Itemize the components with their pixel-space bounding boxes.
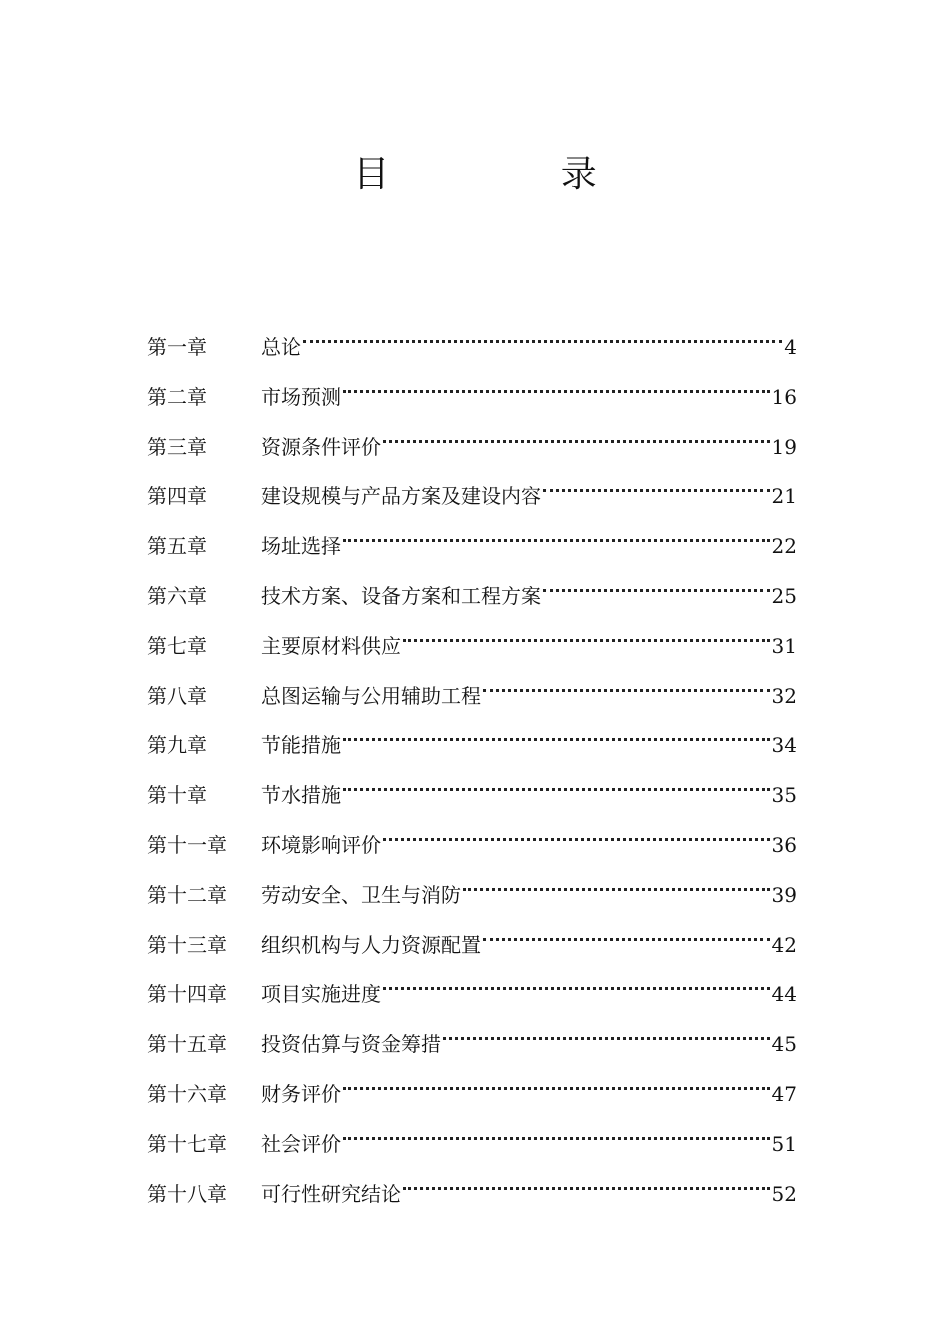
toc-entry[interactable] (147, 1111, 797, 1161)
dot-leader (343, 712, 770, 752)
page-number: 21 (771, 484, 797, 509)
page-number: 52 (771, 1181, 797, 1206)
toc-entry[interactable] (147, 364, 797, 414)
chapter-number: 第十六章 (147, 1081, 227, 1106)
chapter-title: 建设规模与产品方案及建设内容 (261, 484, 541, 509)
page-number: 34 (771, 733, 797, 758)
chapter-title: 劳动安全、卫生与消防 (261, 882, 461, 907)
chapter-title: 项目实施进度 (261, 982, 381, 1007)
chapter-number: 第二章 (147, 384, 207, 409)
toc-entry[interactable] (147, 513, 797, 563)
toc-entry[interactable] (147, 812, 797, 862)
page-number: 31 (771, 633, 797, 658)
chapter-number: 第四章 (147, 484, 207, 509)
page-number: 35 (771, 783, 797, 808)
toc-entry[interactable] (147, 762, 797, 812)
chapter-number: 第七章 (147, 633, 207, 658)
chapter-number: 第十五章 (147, 1032, 227, 1057)
dot-leader (303, 314, 782, 354)
page-number: 25 (771, 583, 797, 608)
chapter-title: 资源条件评价 (261, 434, 381, 459)
chapter-number: 第十二章 (147, 882, 227, 907)
chapter-number: 第六章 (147, 583, 207, 608)
toc-entry[interactable] (147, 613, 797, 663)
chapter-title: 组织机构与人力资源配置 (261, 932, 481, 957)
chapter-title: 财务评价 (261, 1081, 341, 1106)
toc-entry[interactable] (147, 663, 797, 713)
page-number: 51 (771, 1131, 797, 1156)
page-number: 4 (784, 335, 797, 359)
chapter-title: 技术方案、设备方案和工程方案 (261, 583, 541, 608)
chapter-number: 第八章 (147, 683, 207, 708)
dot-leader (543, 563, 770, 603)
chapter-number: 第十四章 (147, 982, 227, 1007)
chapter-title: 主要原材料供应 (261, 633, 401, 658)
dot-leader (383, 961, 770, 1001)
chapter-number: 第十七章 (147, 1131, 227, 1156)
chapter-number: 第五章 (147, 534, 207, 559)
table-of-contents (147, 314, 797, 1210)
chapter-title: 节能措施 (261, 733, 341, 758)
chapter-number: 第一章 (147, 335, 207, 359)
dot-leader (403, 613, 770, 653)
page-title: 目 录 (353, 154, 677, 195)
chapter-title: 节水措施 (261, 783, 341, 808)
page-number: 39 (771, 882, 797, 907)
chapter-number: 第十一章 (147, 832, 227, 857)
chapter-number: 第十章 (147, 783, 207, 808)
toc-entry[interactable] (147, 862, 797, 912)
page-number: 47 (771, 1081, 797, 1106)
chapter-title: 环境影响评价 (261, 832, 381, 857)
page-number: 16 (771, 384, 797, 409)
chapter-number: 第三章 (147, 434, 207, 459)
dot-leader (543, 463, 770, 503)
toc-entry[interactable] (147, 463, 797, 513)
dot-leader (483, 663, 770, 703)
dot-leader (343, 1111, 770, 1151)
chapter-title: 投资估算与资金筹措 (261, 1032, 441, 1057)
page-number: 19 (771, 434, 797, 459)
page-number: 32 (771, 683, 797, 708)
page-number: 22 (771, 534, 797, 559)
page-number: 45 (771, 1032, 797, 1057)
chapter-title: 总论 (261, 335, 301, 359)
dot-leader (403, 1161, 770, 1201)
chapter-title: 社会评价 (261, 1131, 341, 1156)
toc-entry[interactable] (147, 712, 797, 762)
toc-entry[interactable] (147, 912, 797, 962)
dot-leader (383, 812, 770, 852)
chapter-title: 市场预测 (261, 384, 341, 409)
page-number: 42 (771, 932, 797, 957)
chapter-number: 第十八章 (147, 1181, 227, 1206)
dot-leader (483, 912, 770, 952)
toc-entry[interactable] (147, 563, 797, 613)
toc-entry[interactable] (147, 1061, 797, 1111)
dot-leader (383, 414, 770, 454)
dot-leader (343, 364, 770, 404)
chapter-number: 第九章 (147, 733, 207, 758)
chapter-title: 总图运输与公用辅助工程 (261, 683, 481, 708)
chapter-number: 第十三章 (147, 932, 227, 957)
toc-entry[interactable] (147, 414, 797, 464)
page-number: 36 (771, 832, 797, 857)
dot-leader (443, 1011, 770, 1051)
chapter-title: 场址选择 (261, 534, 341, 559)
dot-leader (463, 862, 770, 902)
dot-leader (343, 1061, 770, 1101)
toc-entry[interactable] (147, 1161, 797, 1211)
toc-entry[interactable] (147, 1011, 797, 1061)
dot-leader (343, 513, 770, 553)
dot-leader (343, 762, 770, 802)
chapter-title: 可行性研究结论 (261, 1181, 401, 1206)
toc-entry[interactable] (147, 961, 797, 1011)
page-number: 44 (771, 982, 797, 1007)
toc-entry[interactable] (147, 314, 797, 364)
